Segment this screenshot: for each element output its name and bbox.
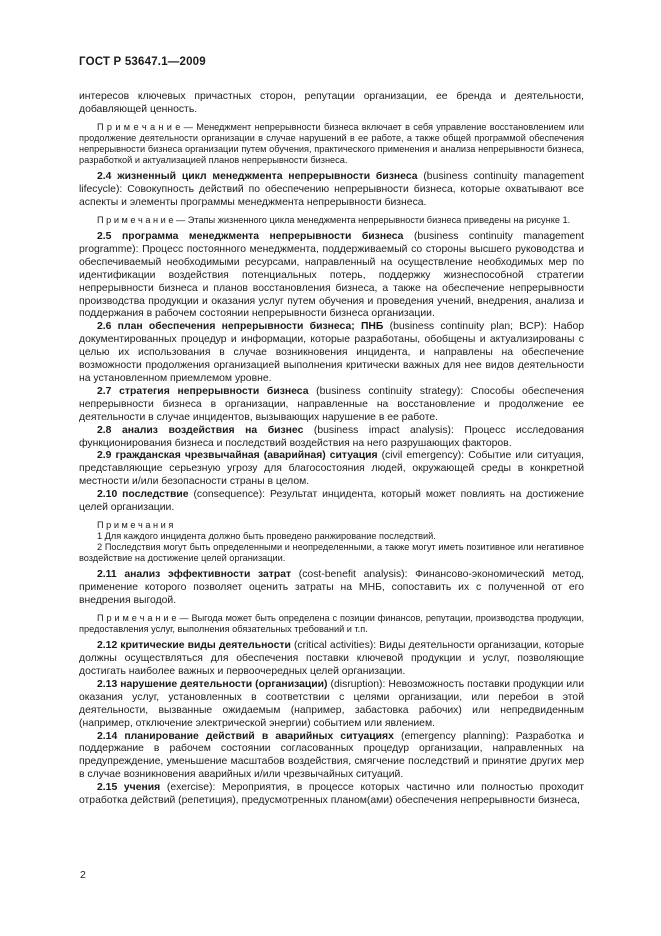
- term-label: 2.12 критические виды деятельности: [97, 640, 291, 652]
- text-run: (disruption): Невозможность поставки продукции или оказания услуг, установленных в соответствии с целями организации, или перебои в этой деятельности, вызванные ожидаемым (например, забастовка рабочих) или непредвиденным (например, отключение электрической энергии) событием или явлением.: [79, 678, 584, 729]
- term-2-8: [79, 425, 584, 451]
- text-run: 2 Последствия могут быть определенными и неопределенными, а также могут иметь позитивное или негативное воздействие на достижение целей организации.: [79, 542, 584, 564]
- term-2-7: [79, 386, 584, 425]
- term-2-14: [79, 731, 584, 783]
- term-label: 2.15 учения: [97, 782, 161, 794]
- text-run: (critical activities): Виды деятельности организации, которые должны осуществляться для обеспечения поставки ключевой продукции и услуг, позволяющие достигать наиболее важных и первоочередных целей организации.: [79, 640, 584, 678]
- text-run: (business continuity management programme): Процесс постоянного менеджмента, поддерживаемый со стороны высшего руководства и обеспечиваемый необходимыми ресурсами, направленный на осуществление необходимых мер по идентификации воздействия потенциальных потерь, поддержку жизнеспособной стратегии непрерывности бизнеса и планов восстановления бизнеса, а также на обеспечение непрерывности производства продукции и оказания услуг путем обучения и проведения учений, внедрения, анализа и поддержания в рабочем состоянии непрерывности бизнеса организации.: [79, 231, 584, 320]
- note-item-2: [79, 542, 584, 564]
- note-lifecycle: [79, 215, 584, 226]
- note-bcm: [79, 122, 584, 166]
- term-2-15: [79, 782, 584, 808]
- text-run: (consequence): Результат инцидента, который может повлиять на достижение целей организации.: [79, 489, 585, 514]
- term-label: 2.14 планирование действий в аварийных ситуациях: [97, 730, 394, 742]
- text-run: П р и м е ч а н и е — Менеджмент непрерывности бизнеса включает в себя управление восстановлением или продолжение деятельности организации в случае нарушений в ее работе, а также общей программой обеспечения непрерывности бизнеса организации путем обучения, практического применения и анализа непрерывности бизнеса, разработкой и актуализацией планов непрерывности бизнеса.: [79, 121, 584, 166]
- term-label: 2.9 гражданская чрезвычайная (аварийная) ситуация: [97, 450, 378, 462]
- text-run: (business continuity management lifecycle): Совокупность действий по обеспечению непрерывности бизнеса, которые охватывают все аспекты и элементы программы менеджмента непрерывности бизнеса.: [79, 171, 584, 208]
- text-run: (business continuity strategy): Способы обеспечения непрерывности бизнеса в организации, направленные на восстановление и продолжение ее деятельности в случае инцидентов, вызывающих нарушение в ее работе.: [79, 385, 584, 423]
- term-2-5: [79, 231, 584, 321]
- term-label: 2.5 программа менеджмента непрерывности бизнеса: [97, 231, 404, 242]
- document-body: [79, 91, 584, 808]
- term-2-13: [79, 679, 584, 731]
- text-run: интересов ключевых причастных сторон, репутации организации, ее бренда и деятельности, добавляющей ценность.: [79, 91, 584, 115]
- note-benefit: [79, 613, 584, 635]
- text-run: П р и м е ч а н и е — Выгода может быть определена с позиции финансов, репутации, производства продукции, предоставления услуг, выполнения обязательных требований и т.п.: [79, 613, 584, 635]
- term-2-6: [79, 321, 584, 386]
- text-run: (emergency planning): Разработка и поддержание в рабочем состоянии согласованных процедур организации, направленных на предупреждение, уменьшение масштабов воздействия, смягчение последствий и принятие других мер в случае возникновения аварийных и/или чрезвычайных ситуаций.: [79, 730, 585, 781]
- text-run: (business continuity plan; BCP): Набор документированных процедур и информации, которые разработаны, обобщены и актуализированы с целью их использования в случае возникновения инцидента, и направлены на обеспечение возможности продолжения организацией выполнения критически важных для нее видов деятельности на установленном приемлемом уровне.: [79, 321, 584, 384]
- text-run: (cost-benefit analysis): Финансово-экономический метод, применение которого позволяет оценить затраты на МНБ, сопоставить их с полученной от его внедрения выгодой.: [79, 569, 584, 607]
- term-label: 2.4 жизненный цикл менеджмента непрерывности бизнеса: [97, 171, 418, 183]
- term-2-11: [79, 569, 584, 608]
- term-label: 2.13 нарушение деятельности (организации): [97, 678, 328, 690]
- term-label: 2.7 стратегия непрерывности бизнеса: [97, 385, 309, 397]
- term-label: 2.10 последствие: [97, 489, 189, 501]
- term-label: 2.11 анализ эффективности затрат: [97, 569, 292, 581]
- term-2-4: [79, 171, 584, 210]
- term-2-10: [79, 489, 584, 515]
- term-2-9: [79, 450, 584, 489]
- text-run: (business impact analysis): Процесс исследования функционирования бизнеса и последствий воздействия на него разрушающих факторов.: [79, 424, 584, 449]
- document-header: ГОСТ Р 53647.1—2009: [79, 56, 206, 68]
- note-item-1: [79, 531, 584, 542]
- text-run: П р и м е ч а н и я: [97, 519, 174, 530]
- page-number: 2: [80, 869, 86, 881]
- term-2-12: [79, 640, 584, 679]
- continuation-paragraph: [79, 91, 584, 117]
- notes-heading: [79, 520, 584, 531]
- text-run: 1 Для каждого инцидента должно быть проведено ранжирование последствий.: [97, 531, 436, 542]
- text-run: П р и м е ч а н и е — Этапы жизненного цикла менеджмента непрерывности бизнеса приведены на рисунке 1.: [97, 214, 571, 225]
- text-run: (civil emergency): Событие или ситуация, представляющие серьезную угрозу для благосостояния людей, окружающей среды в конкретной местности и/или безопасности страны в целом.: [79, 450, 584, 488]
- term-label: 2.8 анализ воздействия на бизнес: [97, 424, 304, 436]
- text-run: (exercise): Мероприятия, в процессе которых частично или полностью проходит отработка действий (репетиция), предусмотренных планом(ами) обеспечения непрерывности бизнеса,: [79, 782, 584, 807]
- term-label: 2.6 план обеспечения непрерывности бизнеса; ПНБ: [97, 321, 384, 333]
